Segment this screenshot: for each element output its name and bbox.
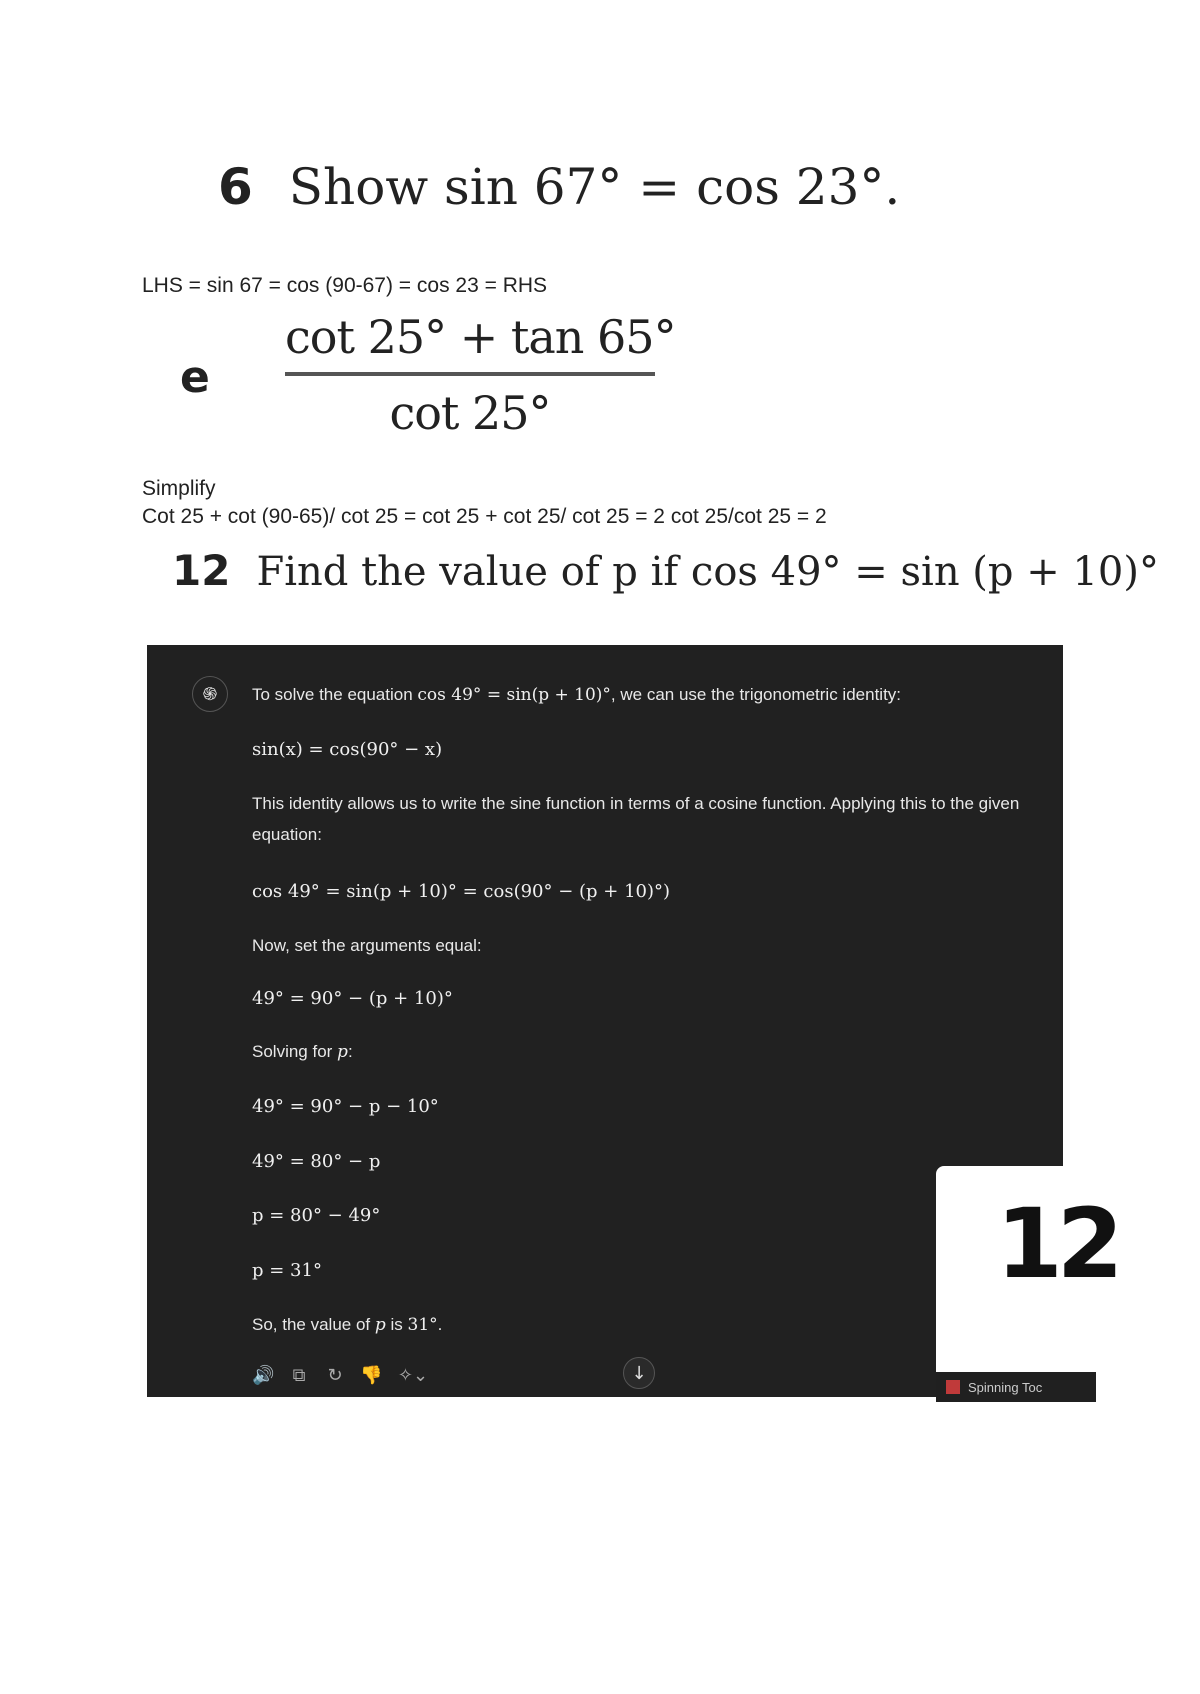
question-12 (172, 546, 1159, 595)
equation-4: 49° = 80° − p (252, 1151, 381, 1172)
solving-var: p (337, 1042, 348, 1062)
overlay-thumbnail (936, 1166, 1118, 1372)
taskbar-tab[interactable] (936, 1372, 1096, 1402)
question-number: 12 (172, 546, 231, 595)
intro-prefix: To solve the equation (252, 685, 418, 704)
conclusion-value: 31° (407, 1315, 438, 1335)
equation-2: 49° = 90° − (p + 10)° (252, 988, 453, 1009)
overlay-text: 12 (996, 1188, 1118, 1300)
conclusion-var: p (374, 1315, 386, 1335)
question-6 (218, 158, 900, 216)
simplify-label: Simplify (142, 477, 216, 500)
conclusion-prefix: So, the value of (252, 1315, 375, 1334)
fraction-bar (285, 372, 655, 376)
sparkle-menu-icon[interactable]: ✧⌄ (397, 1365, 429, 1386)
equation-1: cos 49° = sin(p + 10)° = cos(90° − (p + 10)°) (252, 881, 671, 902)
set-arguments-text: Now, set the arguments equal: (252, 936, 482, 955)
explanation-text: This identity allows us to write the sine function in terms of a cosine function. Applying this to the given equation: (252, 794, 1020, 844)
equation-5: p = 80° − 49° (252, 1205, 381, 1226)
identity-equation: sin(x) = cos(90° − x) (252, 739, 443, 760)
intro-suffix: , we can use the trigonometric identity: (610, 685, 902, 704)
conclusion-suffix: . (437, 1315, 443, 1334)
assistant-logo-icon: ֍ (192, 676, 228, 712)
conclusion-line (252, 1315, 442, 1335)
scroll-down-button[interactable]: ↓ (623, 1357, 655, 1389)
conclusion-mid: is (385, 1315, 408, 1334)
solving-suffix: : (347, 1042, 353, 1061)
intro-line (252, 685, 901, 705)
equation-3: 49° = 90° − p − 10° (252, 1096, 439, 1117)
solving-line (252, 1042, 353, 1062)
fraction-denominator: cot 25° (389, 386, 551, 440)
copy-icon[interactable]: ⧉ (292, 1365, 306, 1386)
q6-answer: LHS = sin 67 = cos (90-67) = cos 23 = RHS (142, 274, 548, 297)
tab-label: Spinning Toc (968, 1379, 1043, 1395)
question-e-label: e (180, 352, 210, 403)
question-number: 6 (218, 158, 253, 216)
app-icon (946, 1380, 960, 1394)
chat-screenshot (147, 645, 1118, 1397)
equation-6: p = 31° (252, 1260, 322, 1281)
regenerate-icon[interactable]: ↻ (327, 1365, 343, 1386)
intro-math: cos 49° = sin(p + 10)° (417, 685, 611, 705)
fraction-numerator: cot 25° + tan 65° (285, 310, 676, 364)
solving-prefix: Solving for (252, 1042, 338, 1061)
fraction (285, 310, 676, 440)
thumbs-down-icon[interactable]: 👎 (360, 1365, 383, 1386)
question-text: Find the value of p if cos 49° = sin (p + 10)° (256, 549, 1159, 595)
simplify-work: Cot 25 + cot (90-65)/ cot 25 = cot 25 + cot 25/ cot 25 = 2 cot 25/cot 25 = 2 (142, 505, 827, 528)
read-aloud-icon[interactable]: 🔊 (252, 1365, 275, 1386)
message-actions (252, 1365, 430, 1386)
question-text: Show sin 67° = cos 23°. (288, 158, 901, 216)
